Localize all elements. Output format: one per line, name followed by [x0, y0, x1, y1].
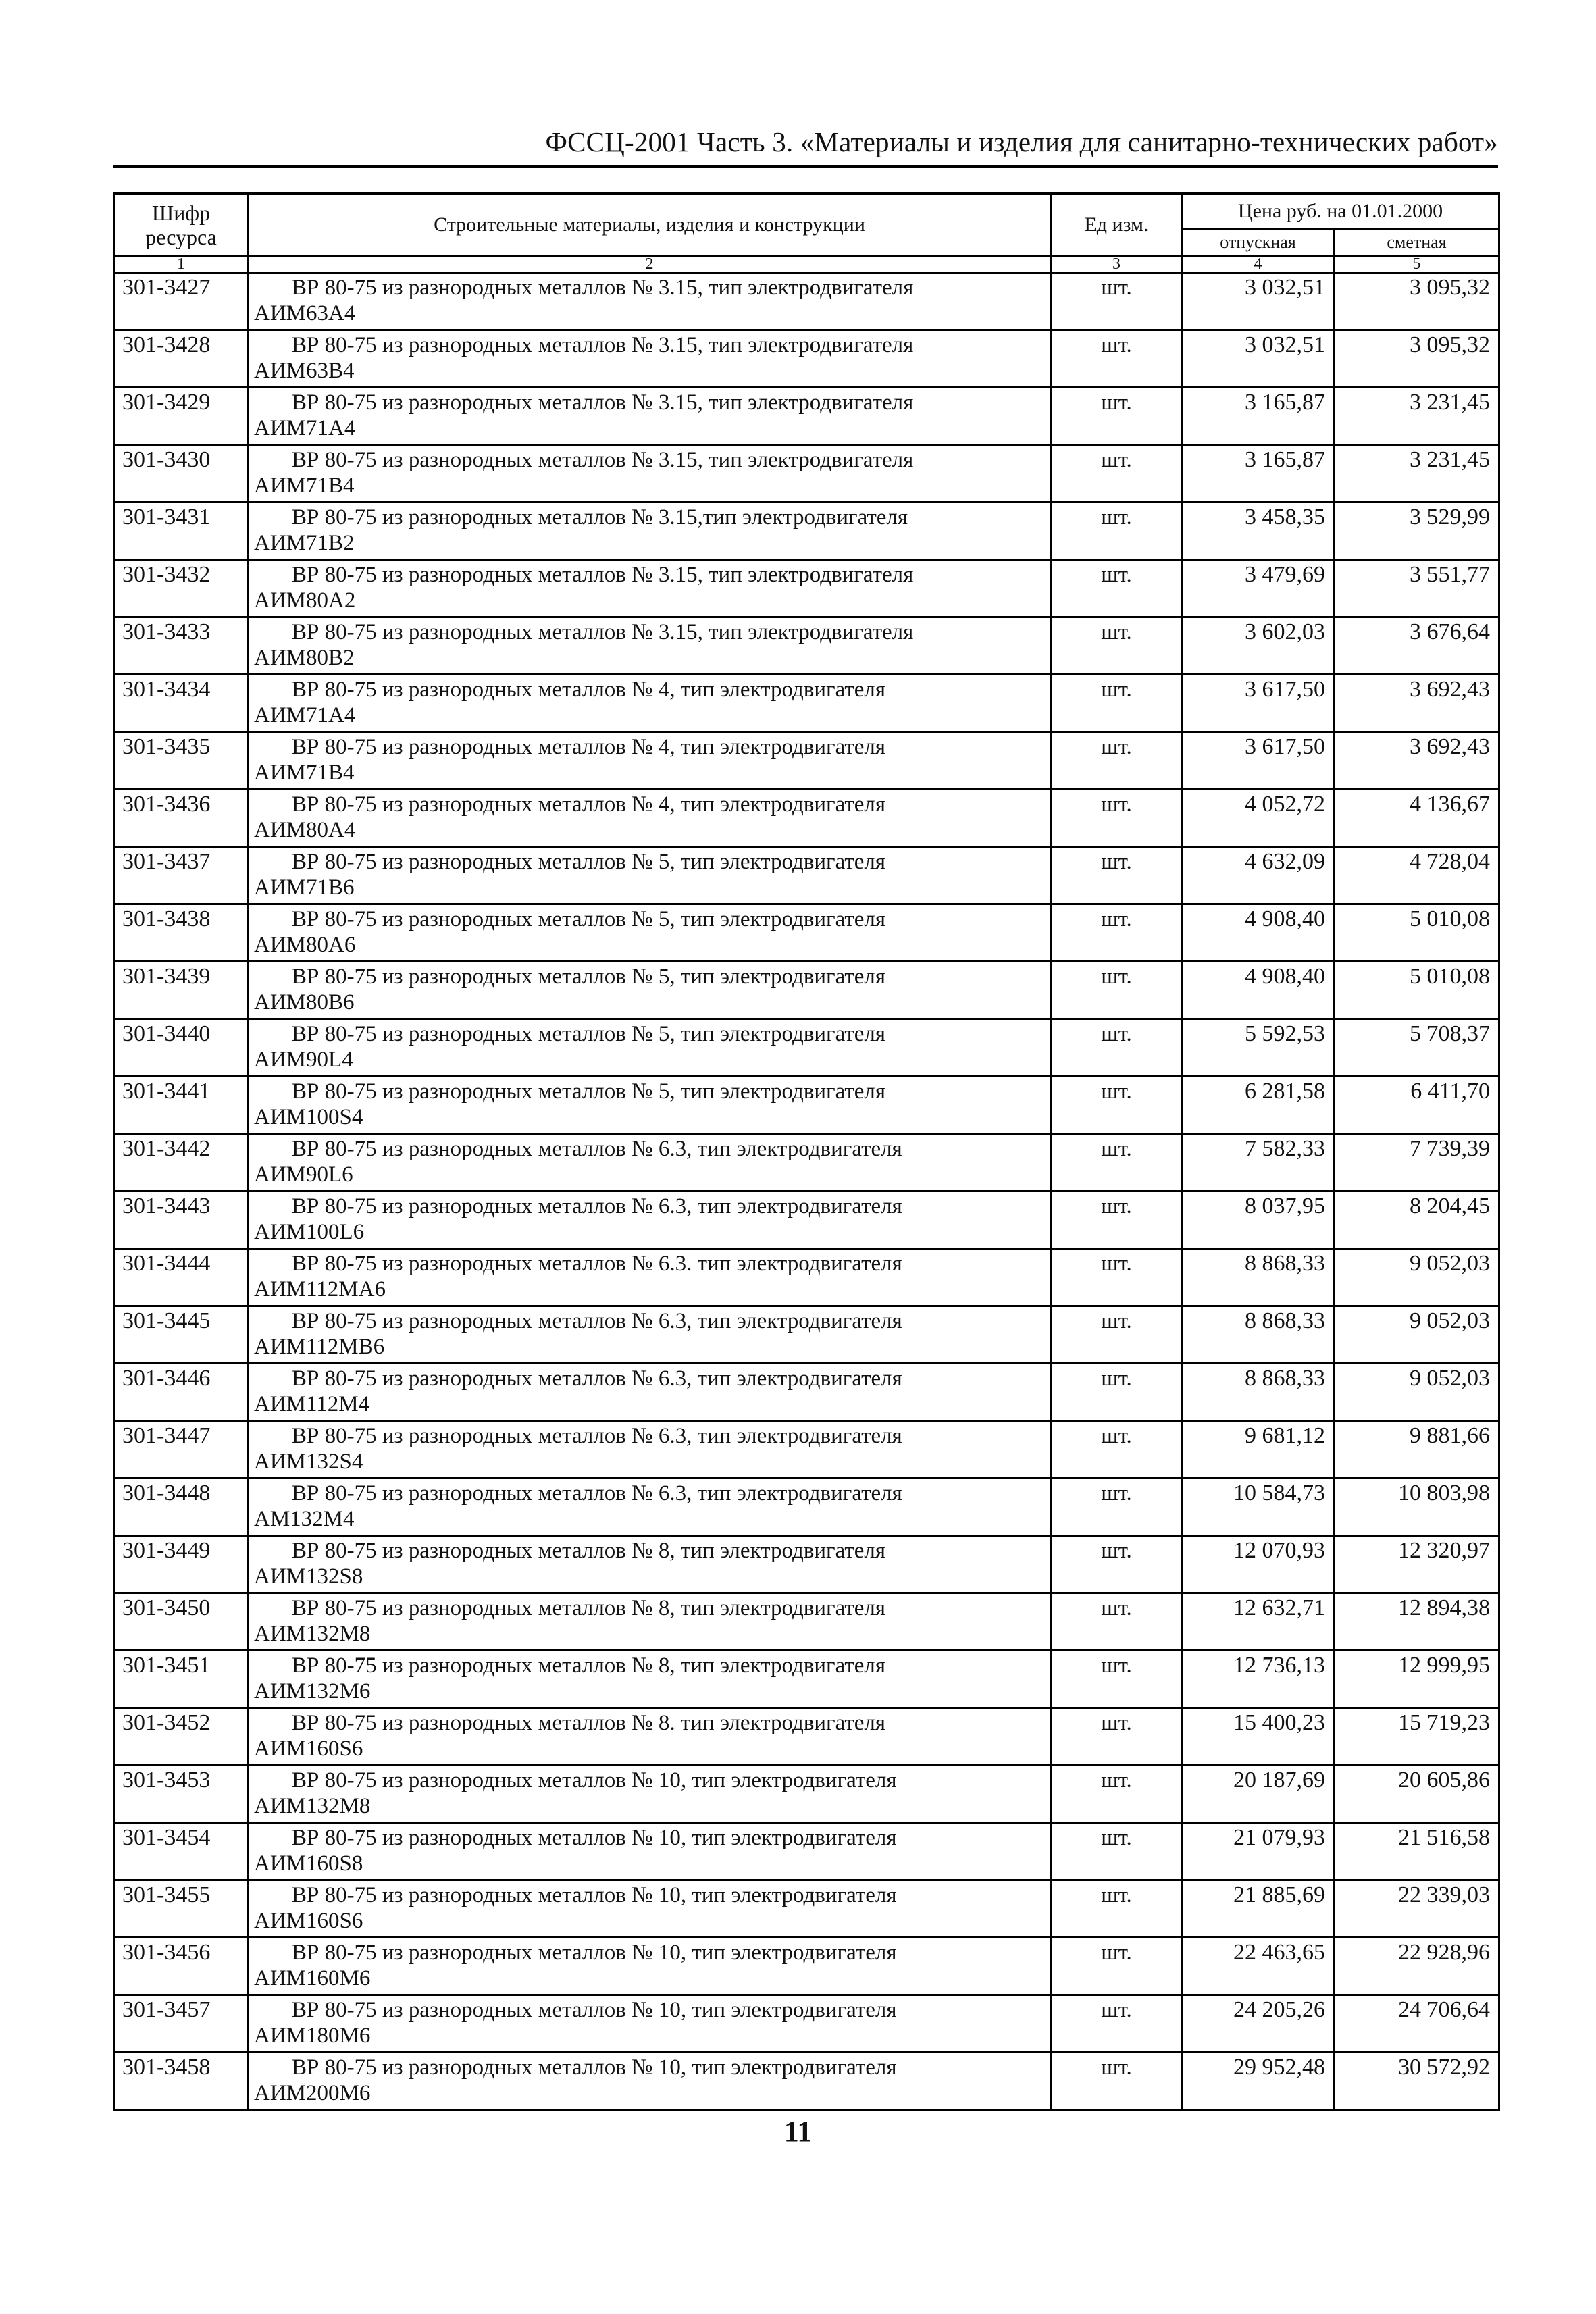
material-name-cell: [248, 962, 1052, 1019]
column-number: 4: [1182, 256, 1335, 273]
wholesale-price-cell: 3 032,51: [1182, 273, 1335, 330]
material-name-line: ВР 80-75 из разнородных металлов № 6.3, тип электродвигателя: [292, 1424, 902, 1448]
wholesale-price-cell: 4 632,09: [1182, 847, 1335, 904]
material-name-cell: [248, 1651, 1052, 1708]
unit-cell: шт.: [1052, 330, 1182, 388]
estimate-price-cell: 12 999,95: [1335, 1651, 1499, 1708]
material-name-cell: [248, 1938, 1052, 1995]
table-row: [115, 560, 1499, 617]
estimate-price-cell: 22 339,03: [1335, 1880, 1499, 1938]
estimate-price-cell: 3 529,99: [1335, 503, 1499, 560]
resource-code-cell: 301-3429: [115, 388, 248, 445]
table-row: [115, 1536, 1499, 1593]
material-name-cell: [248, 1536, 1052, 1593]
estimate-price-cell: 20 605,86: [1335, 1766, 1499, 1823]
estimate-price-cell: 30 572,92: [1335, 2053, 1499, 2110]
motor-type-line: АИМ112М4: [254, 1392, 370, 1416]
header-material-name: Строительные материалы, изделия и конструкции: [248, 194, 1052, 256]
wholesale-price-cell: 8 037,95: [1182, 1191, 1335, 1249]
material-name-line: ВР 80-75 из разнородных металлов № 6.3, тип электродвигателя: [292, 1137, 902, 1161]
resource-code-cell: 301-3458: [115, 2053, 248, 2110]
motor-type-line: АИМ80А4: [254, 818, 356, 842]
material-name-cell: [248, 1421, 1052, 1479]
estimate-price-cell: 12 894,38: [1335, 1593, 1499, 1651]
unit-cell: шт.: [1052, 1134, 1182, 1191]
resource-code-cell: 301-3435: [115, 732, 248, 790]
estimate-price-cell: 7 739,39: [1335, 1134, 1499, 1191]
wholesale-price-cell: 21 885,69: [1182, 1880, 1335, 1938]
material-name-line: ВР 80-75 из разнородных металлов № 10, тип электродвигателя: [292, 1940, 897, 1965]
unit-cell: шт.: [1052, 1077, 1182, 1134]
material-name-cell: [248, 1134, 1052, 1191]
price-table: [113, 192, 1500, 2111]
wholesale-price-cell: 22 463,65: [1182, 1938, 1335, 1995]
resource-code-cell: 301-3449: [115, 1536, 248, 1593]
estimate-price-cell: 9 052,03: [1335, 1306, 1499, 1364]
table-row: [115, 1077, 1499, 1134]
unit-cell: шт.: [1052, 560, 1182, 617]
material-name-line: ВР 80-75 из разнородных металлов № 5, тип электродвигателя: [292, 965, 886, 989]
wholesale-price-cell: 3 458,35: [1182, 503, 1335, 560]
unit-cell: шт.: [1052, 790, 1182, 847]
material-name-line: ВР 80-75 из разнородных металлов № 6.3, тип электродвигателя: [292, 1366, 902, 1391]
resource-code-cell: 301-3437: [115, 847, 248, 904]
material-name-line: ВР 80-75 из разнородных металлов № 3.15, тип электродвигателя: [292, 563, 914, 587]
unit-cell: шт.: [1052, 1536, 1182, 1593]
unit-cell: шт.: [1052, 1766, 1182, 1823]
estimate-price-cell: 5 010,08: [1335, 904, 1499, 962]
material-name-line: ВР 80-75 из разнородных металлов № 3.15, тип электродвигателя: [292, 333, 914, 357]
motor-type-line: АИМ90L4: [254, 1048, 353, 1072]
estimate-price-cell: 3 551,77: [1335, 560, 1499, 617]
table-row: [115, 1823, 1499, 1880]
unit-cell: шт.: [1052, 847, 1182, 904]
material-name-line: ВР 80-75 из разнородных металлов № 6.3. тип электродвигателя: [292, 1252, 902, 1276]
resource-code-cell: 301-3442: [115, 1134, 248, 1191]
material-name-cell: [248, 445, 1052, 503]
resource-code-cell: 301-3439: [115, 962, 248, 1019]
motor-type-line: АИМ63А4: [254, 301, 356, 326]
unit-cell: шт.: [1052, 732, 1182, 790]
resource-code-cell: 301-3445: [115, 1306, 248, 1364]
table-row: [115, 1708, 1499, 1766]
wholesale-price-cell: 24 205,26: [1182, 1995, 1335, 2053]
material-name-cell: [248, 1249, 1052, 1306]
resource-code-cell: 301-3438: [115, 904, 248, 962]
material-name-cell: [248, 2053, 1052, 2110]
material-name-cell: [248, 1708, 1052, 1766]
estimate-price-cell: 5 010,08: [1335, 962, 1499, 1019]
unit-cell: шт.: [1052, 388, 1182, 445]
material-name-cell: [248, 1364, 1052, 1421]
table-row: [115, 330, 1499, 388]
unit-cell: шт.: [1052, 675, 1182, 732]
table-row: [115, 1766, 1499, 1823]
resource-code-cell: 301-3427: [115, 273, 248, 330]
unit-cell: шт.: [1052, 617, 1182, 675]
estimate-price-cell: 5 708,37: [1335, 1019, 1499, 1077]
wholesale-price-cell: 21 079,93: [1182, 1823, 1335, 1880]
table-row: [115, 2053, 1499, 2110]
table-row: [115, 273, 1499, 330]
estimate-price-cell: 22 928,96: [1335, 1938, 1499, 1995]
material-name-cell: [248, 388, 1052, 445]
wholesale-price-cell: 4 052,72: [1182, 790, 1335, 847]
table-row: [115, 847, 1499, 904]
table-row: [115, 1593, 1499, 1651]
table-row: [115, 904, 1499, 962]
material-name-cell: [248, 675, 1052, 732]
table-row: [115, 732, 1499, 790]
motor-type-line: АИМ80В2: [254, 646, 355, 670]
resource-code-cell: 301-3430: [115, 445, 248, 503]
wholesale-price-cell: 3 032,51: [1182, 330, 1335, 388]
column-number-row: [115, 256, 1499, 273]
wholesale-price-cell: 5 592,53: [1182, 1019, 1335, 1077]
motor-type-line: АИМ71А4: [254, 703, 356, 727]
table-body: [115, 273, 1499, 2110]
motor-type-line: АИМ160М6: [254, 1966, 371, 1990]
material-name-cell: [248, 1766, 1052, 1823]
wholesale-price-cell: 8 868,33: [1182, 1306, 1335, 1364]
unit-cell: шт.: [1052, 1651, 1182, 1708]
unit-cell: шт.: [1052, 1249, 1182, 1306]
table-row: [115, 1479, 1499, 1536]
resource-code-cell: 301-3428: [115, 330, 248, 388]
estimate-price-cell: 10 803,98: [1335, 1479, 1499, 1536]
unit-cell: шт.: [1052, 273, 1182, 330]
motor-type-line: АМ132М4: [254, 1507, 355, 1531]
header-rule: [113, 165, 1498, 168]
table-row: [115, 503, 1499, 560]
motor-type-line: АИМ160S8: [254, 1851, 363, 1876]
estimate-price-cell: 3 095,32: [1335, 330, 1499, 388]
unit-cell: шт.: [1052, 1191, 1182, 1249]
resource-code-cell: 301-3433: [115, 617, 248, 675]
table-row: [115, 1938, 1499, 1995]
motor-type-line: АИМ71В4: [254, 473, 355, 498]
resource-code-cell: 301-3454: [115, 1823, 248, 1880]
wholesale-price-cell: 4 908,40: [1182, 904, 1335, 962]
wholesale-price-cell: 3 617,50: [1182, 675, 1335, 732]
material-name-cell: [248, 560, 1052, 617]
material-name-cell: [248, 732, 1052, 790]
unit-cell: шт.: [1052, 1306, 1182, 1364]
resource-code-cell: 301-3443: [115, 1191, 248, 1249]
material-name-line: ВР 80-75 из разнородных металлов № 5, тип электродвигателя: [292, 850, 886, 874]
estimate-price-cell: 12 320,97: [1335, 1536, 1499, 1593]
header-wholesale-price: отпускная: [1182, 230, 1335, 256]
wholesale-price-cell: 3 617,50: [1182, 732, 1335, 790]
material-name-line: ВР 80-75 из разнородных металлов № 4, тип электродвигателя: [292, 735, 886, 759]
resource-code-cell: 301-3431: [115, 503, 248, 560]
estimate-price-cell: 9 052,03: [1335, 1249, 1499, 1306]
material-name-line: ВР 80-75 из разнородных металлов № 10, тип электродвигателя: [292, 1998, 897, 2022]
motor-type-line: АИМ71В4: [254, 761, 355, 785]
wholesale-price-cell: 7 582,33: [1182, 1134, 1335, 1191]
motor-type-line: АИМ100L6: [254, 1220, 365, 1244]
unit-cell: шт.: [1052, 1364, 1182, 1421]
unit-cell: шт.: [1052, 962, 1182, 1019]
motor-type-line: АИМ71В6: [254, 875, 355, 900]
material-name-cell: [248, 1479, 1052, 1536]
resource-code-cell: 301-3447: [115, 1421, 248, 1479]
motor-type-line: АИМ112МВ6: [254, 1335, 385, 1359]
header-price-group: Цена руб. на 01.01.2000: [1182, 194, 1499, 230]
material-name-line: ВР 80-75 из разнородных металлов № 3.15, тип электродвигателя: [292, 276, 914, 300]
material-name-line: ВР 80-75 из разнородных металлов № 3.15,тип электродвигателя: [292, 505, 908, 530]
unit-cell: шт.: [1052, 1019, 1182, 1077]
estimate-price-cell: 3 231,45: [1335, 388, 1499, 445]
resource-code-cell: 301-3457: [115, 1995, 248, 2053]
resource-code-cell: 301-3432: [115, 560, 248, 617]
wholesale-price-cell: 3 602,03: [1182, 617, 1335, 675]
wholesale-price-cell: 8 868,33: [1182, 1249, 1335, 1306]
table-row: [115, 1191, 1499, 1249]
wholesale-price-cell: 29 952,48: [1182, 2053, 1335, 2110]
unit-cell: шт.: [1052, 1479, 1182, 1536]
table-row: [115, 1995, 1499, 2053]
wholesale-price-cell: 3 165,87: [1182, 388, 1335, 445]
unit-cell: шт.: [1052, 1823, 1182, 1880]
wholesale-price-cell: 4 908,40: [1182, 962, 1335, 1019]
motor-type-line: АИМ160S6: [254, 1909, 363, 1933]
resource-code-cell: 301-3455: [115, 1880, 248, 1938]
resource-code-cell: 301-3440: [115, 1019, 248, 1077]
unit-cell: шт.: [1052, 1880, 1182, 1938]
material-name-cell: [248, 1019, 1052, 1077]
resource-code-cell: 301-3434: [115, 675, 248, 732]
resource-code-cell: 301-3436: [115, 790, 248, 847]
estimate-price-cell: 21 516,58: [1335, 1823, 1499, 1880]
material-name-line: ВР 80-75 из разнородных металлов № 5, тип электродвигателя: [292, 1022, 886, 1046]
motor-type-line: АИМ112МА6: [254, 1277, 386, 1302]
motor-type-line: АИМ132М8: [254, 1794, 371, 1818]
material-name-line: ВР 80-75 из разнородных металлов № 10, тип электродвигателя: [292, 1883, 897, 1907]
document-header: ФССЦ-2001 Часть 3. «Материалы и изделия для санитарно-технических работ»: [545, 126, 1498, 157]
unit-cell: шт.: [1052, 445, 1182, 503]
material-name-cell: [248, 1823, 1052, 1880]
column-number: 1: [115, 256, 248, 273]
material-name-cell: [248, 847, 1052, 904]
resource-code-cell: 301-3453: [115, 1766, 248, 1823]
material-name-cell: [248, 1593, 1052, 1651]
motor-type-line: АИМ132М8: [254, 1622, 371, 1646]
wholesale-price-cell: 20 187,69: [1182, 1766, 1335, 1823]
material-name-cell: [248, 1880, 1052, 1938]
motor-type-line: АИМ80А2: [254, 588, 356, 613]
estimate-price-cell: 3 231,45: [1335, 445, 1499, 503]
resource-code-cell: 301-3456: [115, 1938, 248, 1995]
estimate-price-cell: 9 052,03: [1335, 1364, 1499, 1421]
motor-type-line: АИМ132S4: [254, 1449, 363, 1474]
estimate-price-cell: 4 136,67: [1335, 790, 1499, 847]
motor-type-line: АИМ200М6: [254, 2081, 371, 2105]
header-estimate-price: сметная: [1335, 230, 1499, 256]
material-name-line: ВР 80-75 из разнородных металлов № 4, тип электродвигателя: [292, 677, 886, 702]
table-row: [115, 1019, 1499, 1077]
motor-type-line: АИМ160S6: [254, 1737, 363, 1761]
resource-code-cell: 301-3446: [115, 1364, 248, 1421]
estimate-price-cell: 6 411,70: [1335, 1077, 1499, 1134]
resource-code-cell: 301-3451: [115, 1651, 248, 1708]
material-name-line: ВР 80-75 из разнородных металлов № 6.3, тип электродвигателя: [292, 1309, 902, 1333]
header-resource-code: Шифр ресурса: [115, 194, 248, 256]
unit-cell: шт.: [1052, 904, 1182, 962]
estimate-price-cell: 9 881,66: [1335, 1421, 1499, 1479]
header-unit: Ед изм.: [1052, 194, 1182, 256]
estimate-price-cell: 3 095,32: [1335, 273, 1499, 330]
wholesale-price-cell: 12 736,13: [1182, 1651, 1335, 1708]
material-name-line: ВР 80-75 из разнородных металлов № 5, тип электродвигателя: [292, 1079, 886, 1104]
table-row: [115, 1134, 1499, 1191]
material-name-line: ВР 80-75 из разнородных металлов № 5, тип электродвигателя: [292, 907, 886, 931]
material-name-line: ВР 80-75 из разнородных металлов № 3.15, тип электродвигателя: [292, 620, 914, 644]
resource-code-cell: 301-3448: [115, 1479, 248, 1536]
unit-cell: шт.: [1052, 1593, 1182, 1651]
material-name-cell: [248, 790, 1052, 847]
estimate-price-cell: 4 728,04: [1335, 847, 1499, 904]
material-name-line: ВР 80-75 из разнородных металлов № 10, тип электродвигателя: [292, 1768, 897, 1793]
material-name-line: ВР 80-75 из разнородных металлов № 3.15, тип электродвигателя: [292, 448, 914, 472]
unit-cell: шт.: [1052, 1421, 1182, 1479]
column-number: 2: [248, 256, 1052, 273]
motor-type-line: АИМ80В6: [254, 990, 355, 1014]
wholesale-price-cell: 6 281,58: [1182, 1077, 1335, 1134]
motor-type-line: АИМ63В4: [254, 359, 355, 383]
table-row: [115, 445, 1499, 503]
resource-code-cell: 301-3441: [115, 1077, 248, 1134]
page-number: 11: [783, 2115, 813, 2148]
unit-cell: шт.: [1052, 2053, 1182, 2110]
table-row: [115, 1306, 1499, 1364]
material-name-line: ВР 80-75 из разнородных металлов № 10, тип электродвигателя: [292, 1826, 897, 1850]
motor-type-line: АИМ71А4: [254, 416, 356, 440]
wholesale-price-cell: 3 479,69: [1182, 560, 1335, 617]
table-row: [115, 388, 1499, 445]
table-row: [115, 675, 1499, 732]
resource-code-cell: 301-3450: [115, 1593, 248, 1651]
table-row: [115, 1421, 1499, 1479]
material-name-line: ВР 80-75 из разнородных металлов № 3.15, тип электродвигателя: [292, 390, 914, 415]
material-name-line: ВР 80-75 из разнородных металлов № 6.3, тип электродвигателя: [292, 1194, 902, 1218]
material-name-line: ВР 80-75 из разнородных металлов № 4, тип электродвигателя: [292, 792, 886, 817]
table-row: [115, 1651, 1499, 1708]
table-row: [115, 962, 1499, 1019]
column-number: 5: [1335, 256, 1499, 273]
motor-type-line: АИМ90L6: [254, 1162, 353, 1187]
table-row: [115, 790, 1499, 847]
wholesale-price-cell: 8 868,33: [1182, 1364, 1335, 1421]
estimate-price-cell: 3 692,43: [1335, 675, 1499, 732]
motor-type-line: АИМ132М6: [254, 1679, 371, 1703]
wholesale-price-cell: 10 584,73: [1182, 1479, 1335, 1536]
unit-cell: шт.: [1052, 503, 1182, 560]
unit-cell: шт.: [1052, 1708, 1182, 1766]
estimate-price-cell: 3 692,43: [1335, 732, 1499, 790]
table-row: [115, 617, 1499, 675]
estimate-price-cell: 3 676,64: [1335, 617, 1499, 675]
table-row: [115, 1880, 1499, 1938]
material-name-cell: [248, 1995, 1052, 2053]
material-name-cell: [248, 617, 1052, 675]
table-row: [115, 1364, 1499, 1421]
column-number: 3: [1052, 256, 1182, 273]
material-name-line: ВР 80-75 из разнородных металлов № 8. тип электродвигателя: [292, 1711, 886, 1735]
material-name-line: ВР 80-75 из разнородных металлов № 10, тип электродвигателя: [292, 2055, 897, 2080]
material-name-line: ВР 80-75 из разнородных металлов № 8, тип электродвигателя: [292, 1596, 886, 1620]
motor-type-line: АИМ71В2: [254, 531, 355, 555]
material-name-cell: [248, 273, 1052, 330]
material-name-line: ВР 80-75 из разнородных металлов № 8, тип электродвигателя: [292, 1539, 886, 1563]
wholesale-price-cell: 12 632,71: [1182, 1593, 1335, 1651]
material-name-cell: [248, 904, 1052, 962]
table-row: [115, 1249, 1499, 1306]
material-name-line: ВР 80-75 из разнородных металлов № 6.3, тип электродвигателя: [292, 1481, 902, 1506]
motor-type-line: АИМ80А6: [254, 933, 356, 957]
wholesale-price-cell: 3 165,87: [1182, 445, 1335, 503]
unit-cell: шт.: [1052, 1938, 1182, 1995]
material-name-line: ВР 80-75 из разнородных металлов № 8, тип электродвигателя: [292, 1653, 886, 1678]
material-name-cell: [248, 503, 1052, 560]
material-name-cell: [248, 1191, 1052, 1249]
motor-type-line: АИМ180М6: [254, 2024, 371, 2048]
wholesale-price-cell: 9 681,12: [1182, 1421, 1335, 1479]
estimate-price-cell: 8 204,45: [1335, 1191, 1499, 1249]
motor-type-line: АИМ100S4: [254, 1105, 363, 1129]
unit-cell: шт.: [1052, 1995, 1182, 2053]
wholesale-price-cell: 12 070,93: [1182, 1536, 1335, 1593]
resource-code-cell: 301-3452: [115, 1708, 248, 1766]
material-name-cell: [248, 330, 1052, 388]
wholesale-price-cell: 15 400,23: [1182, 1708, 1335, 1766]
material-name-cell: [248, 1077, 1052, 1134]
material-name-cell: [248, 1306, 1052, 1364]
resource-code-cell: 301-3444: [115, 1249, 248, 1306]
estimate-price-cell: 24 706,64: [1335, 1995, 1499, 2053]
motor-type-line: АИМ132S8: [254, 1564, 363, 1589]
estimate-price-cell: 15 719,23: [1335, 1708, 1499, 1766]
